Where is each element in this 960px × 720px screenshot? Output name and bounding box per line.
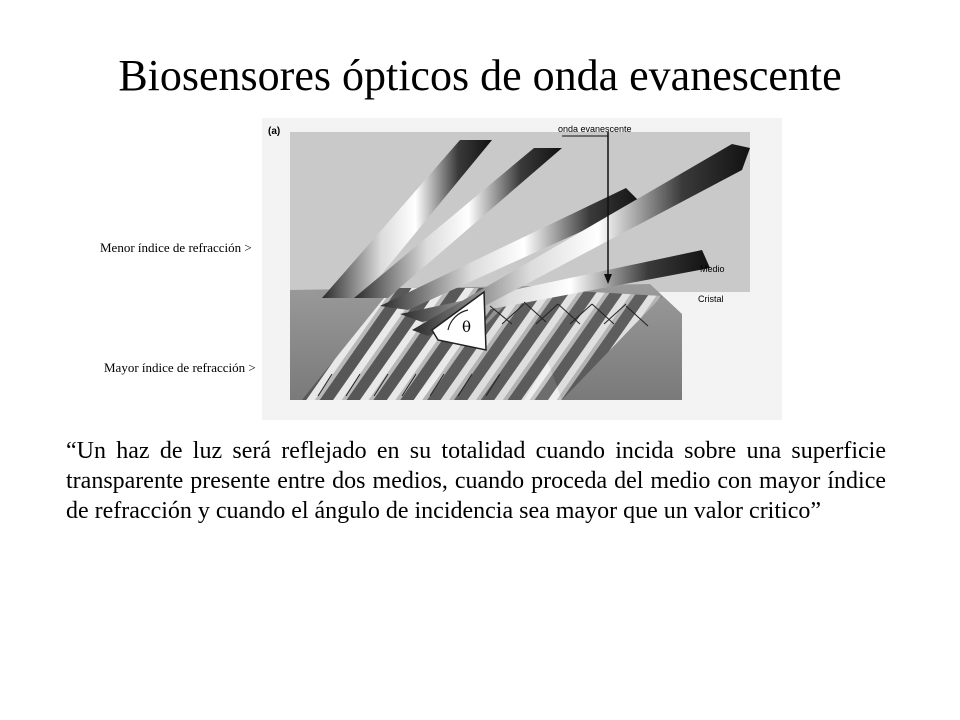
definition-quote: “Un haz de luz será reflejado en su totalidad cuando incida sobre una superficie transparente presente entre dos medios, cuando proceda del medio con mayor índice de refracción y cuando el ángulo de incidencia sea mayor que un valor critico” (66, 438, 886, 524)
higher-index-label: Mayor índice de refracción > (104, 360, 256, 375)
evanescent-wave-label: onda evanescente (558, 124, 632, 134)
medium-label: Medio (700, 264, 725, 274)
lower-index-label: Menor índice de refracción > (100, 240, 252, 255)
theta-symbol: θ (462, 318, 472, 336)
slide-title: Biosensores ópticos de onda evanescente (118, 51, 842, 100)
crystal-label: Cristal (698, 294, 724, 304)
panel-label: (a) (268, 126, 281, 137)
evanescent-wave-diagram (262, 118, 782, 420)
